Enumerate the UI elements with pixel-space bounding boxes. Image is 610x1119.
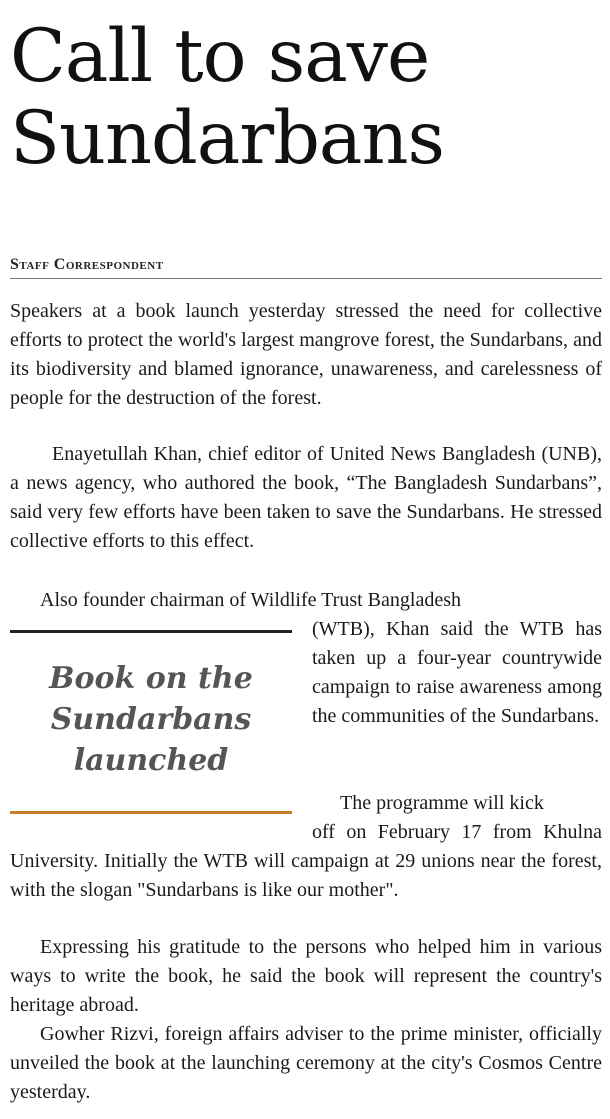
paragraph-intro: Speakers at a book launch yesterday stressed the need for collective efforts to protect the world's largest mangrove forest, the Sundarbans, and its biodiversity and blamed ignorance, unawareness, and carelessness of people for the destruction of the forest.	[10, 300, 602, 409]
paragraph-programme-lead: The programme will kick	[340, 792, 544, 814]
headline: Call to save Sundarbans	[10, 14, 444, 181]
pull-quote	[10, 630, 292, 814]
news-article	[10, 0, 602, 1119]
paragraph-programme: off on February 17 from Khulna University. Initially the WTB will campaign at 29 unions near the forest, with the slogan "Sundarbans is like our mother".	[10, 821, 602, 901]
paragraph-unveiling: Gowher Rizvi, foreign affairs adviser to the prime minister, officially unveiled the book at the launching ceremony at the city's Cosmos Centre yesterday.	[10, 1023, 602, 1103]
paragraph-wtb-lead: Also founder chairman of Wildlife Trust Bangladesh	[40, 589, 461, 611]
paragraph-author: Enayetullah Khan, chief editor of United News Bangladesh (UNB), a news agency, who authored the book, “The Bangladesh Sundarbans”, said very few efforts have been taken to save the Sundarbans. He stressed collective efforts to this effect.	[10, 443, 602, 552]
paragraph-wtb-column: (WTB), Khan said the WTB has taken up a four-year countrywide campaign to raise awareness among the communities of the Sundarbans.	[312, 618, 602, 727]
pull-quote-top-rule	[10, 630, 292, 633]
paragraph-gratitude: Expressing his gratitude to the persons who helped him in various ways to write the book, he said the book will represent the country's heritage abroad.	[10, 936, 602, 1016]
pull-quote-text: Book on the Sundarbans launched	[49, 661, 253, 778]
byline: Staff Correspondent	[10, 256, 602, 279]
pull-quote-bottom-rule	[10, 811, 292, 814]
